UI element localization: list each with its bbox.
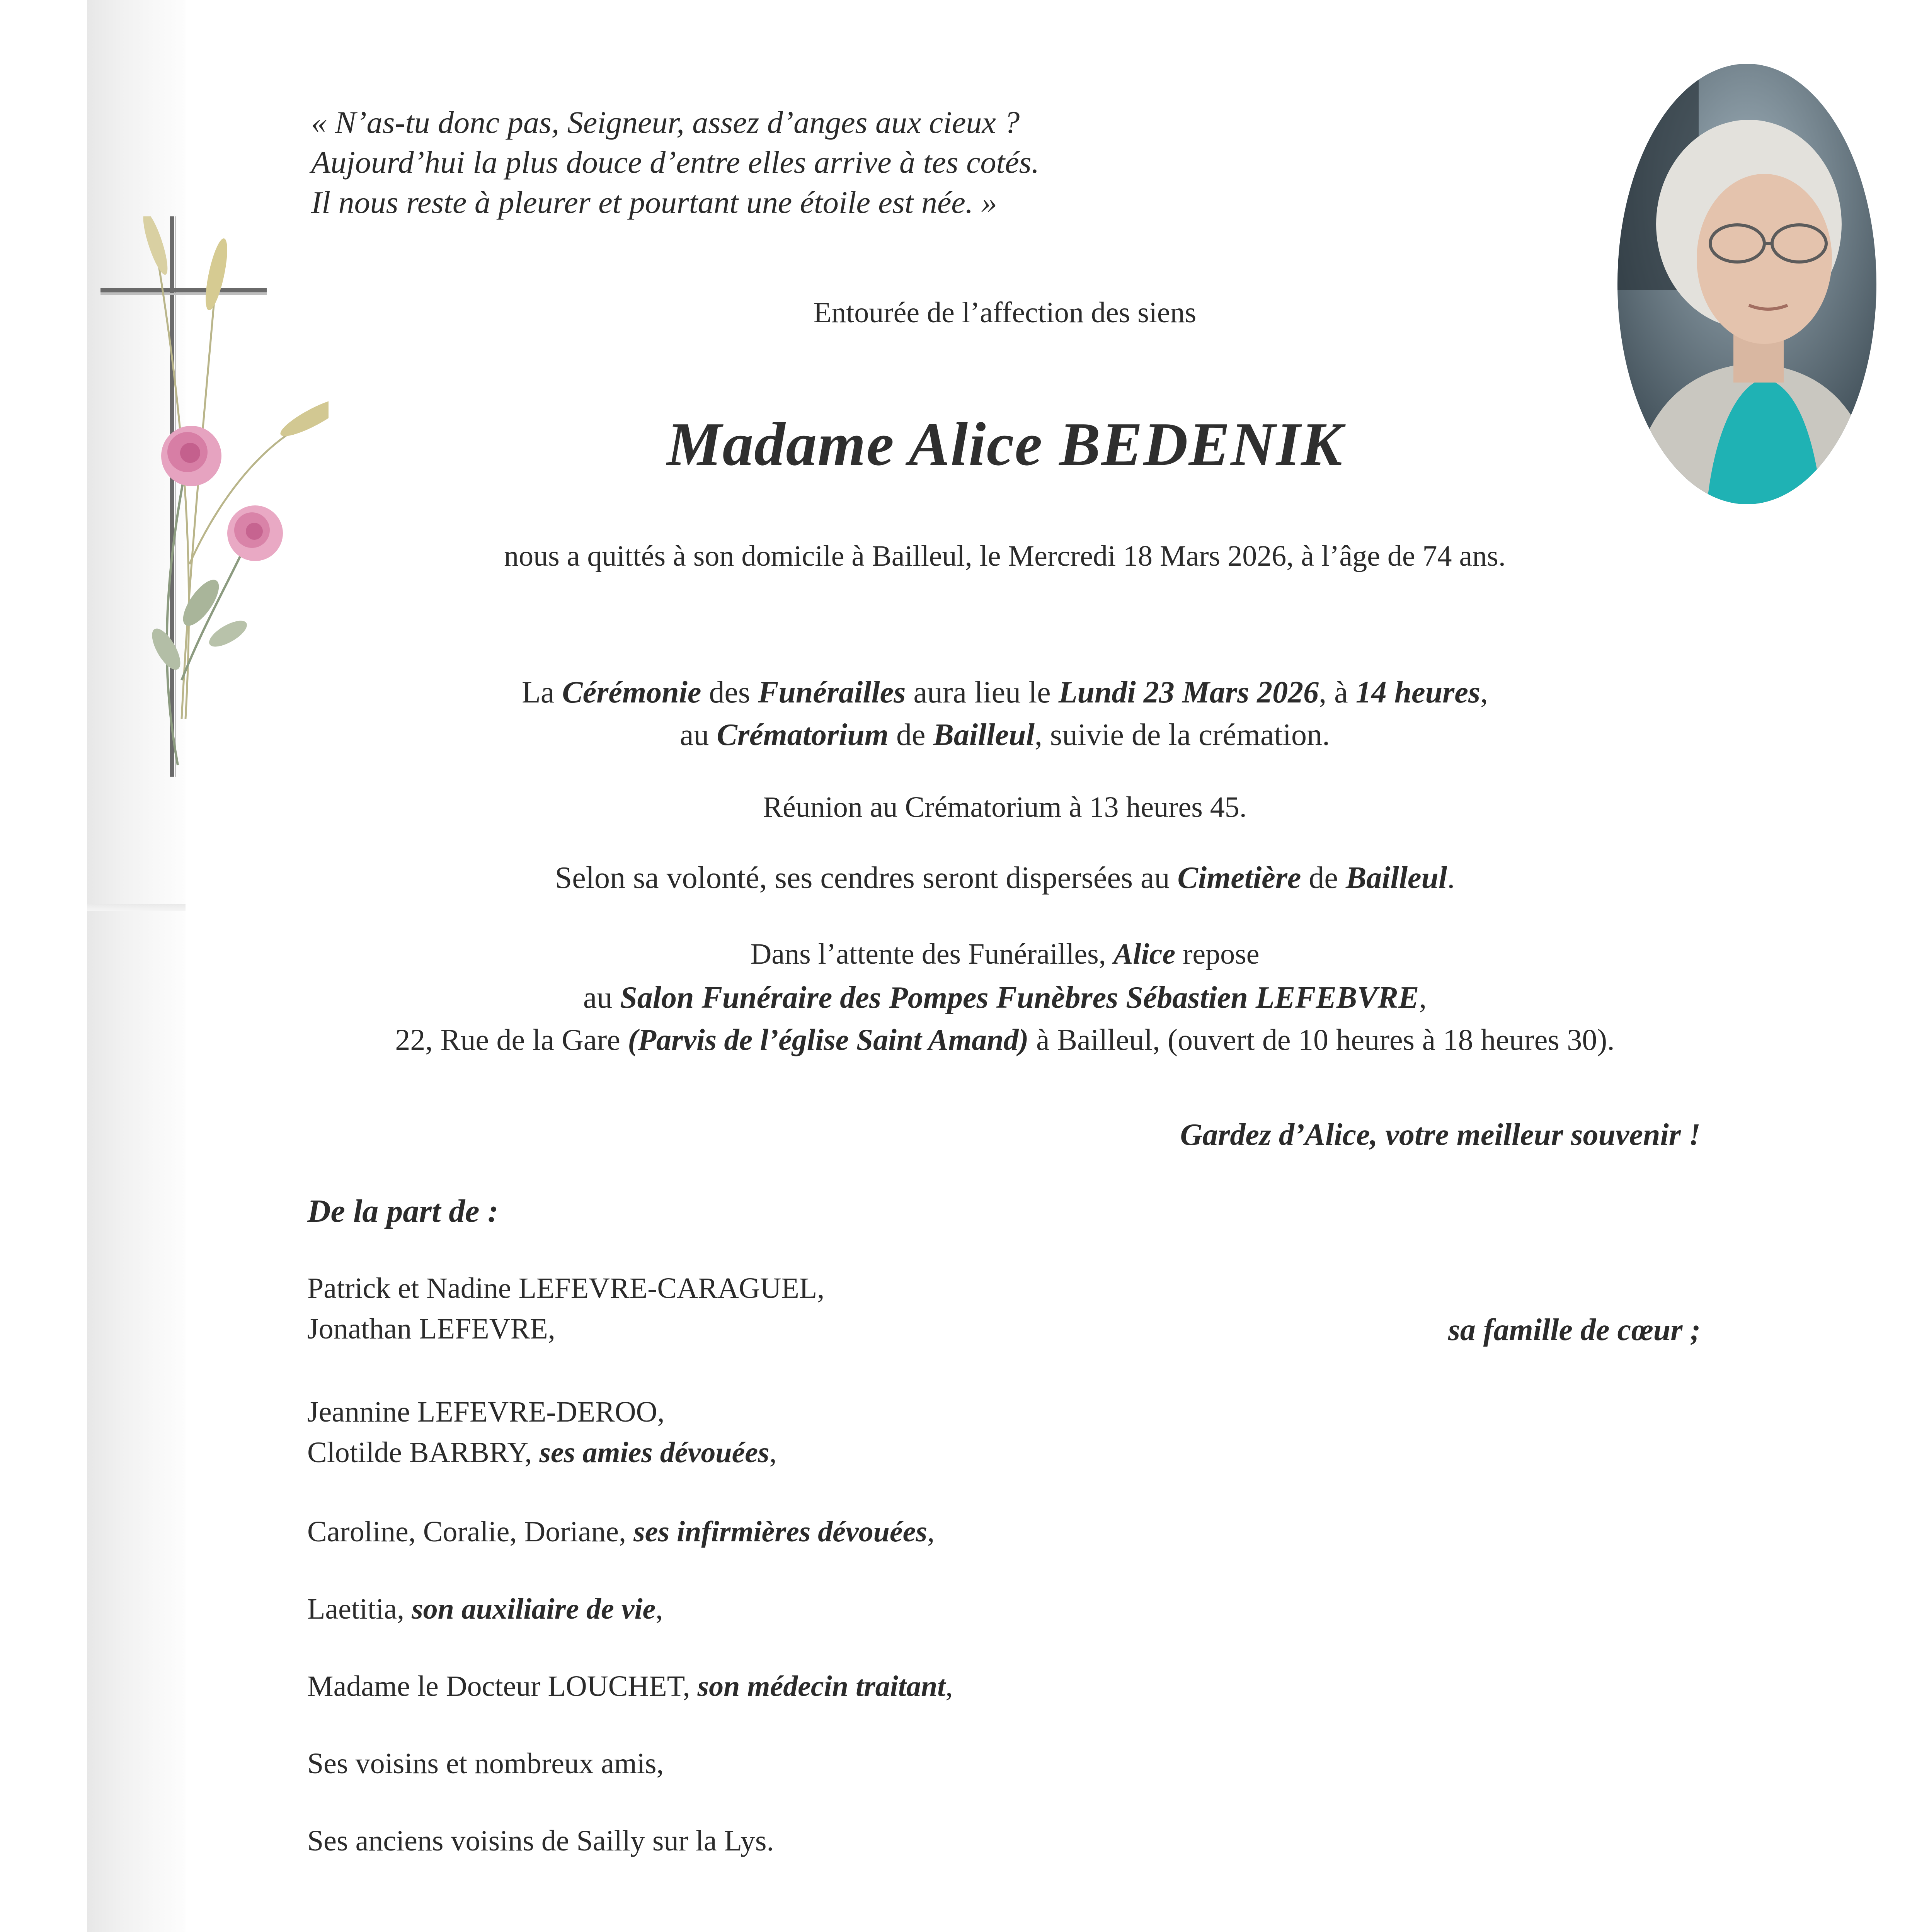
memory-line: Gardez d’Alice, votre meilleur souvenir ! <box>1180 1118 1701 1152</box>
emphasis: Bailleul <box>1345 861 1447 895</box>
family-line <box>307 1590 663 1628</box>
text: , <box>927 1515 935 1548</box>
family-relation: ses amies dévouées <box>539 1436 770 1469</box>
ceremony-time: 14 heures <box>1355 675 1480 709</box>
entouree-line: Entourée de l’affection des siens <box>813 296 1197 329</box>
text: , <box>1480 675 1488 709</box>
text: de <box>889 718 933 752</box>
emphasis: Cérémonie <box>562 675 701 709</box>
text: 22, Rue de la Gare <box>395 1023 628 1056</box>
text: , à <box>1319 675 1356 709</box>
emphasis: Alice <box>1113 938 1176 970</box>
text: Dans l’attente des Funérailles, <box>750 938 1113 970</box>
text: aura lieu le <box>906 675 1059 709</box>
ceremony-line-2 <box>271 715 1739 755</box>
family-line <box>307 1513 935 1551</box>
emphasis: Funérailles <box>758 675 906 709</box>
family-line <box>307 1667 953 1706</box>
emphasis: Cimetière <box>1177 861 1301 895</box>
ceremony-line-1 <box>271 672 1739 713</box>
emphasis: Salon Funéraire des Pompes Funèbres Sébastien LEFEBVRE <box>620 981 1419 1015</box>
family-line: Patrick et Nadine LEFEVRE-CARAGUEL, <box>307 1272 825 1304</box>
death-announcement: nous a quittés à son domicile à Bailleul, le Mercredi 18 Mars 2026, à l’âge de 74 ans. <box>504 540 1506 572</box>
text: , <box>769 1436 777 1469</box>
from-heading: De la part de : <box>307 1193 499 1229</box>
family-line: Jeannine LEFEVRE-DEROO, <box>307 1396 665 1428</box>
text: Madame le Docteur LOUCHET, <box>307 1670 698 1702</box>
text: des <box>701 675 758 709</box>
text: , suivie de la crémation. <box>1034 718 1330 752</box>
family-relation: son auxiliaire de vie <box>412 1593 656 1625</box>
family-line: Ses voisins et nombreux amis, <box>307 1747 664 1780</box>
ceremony-date: Lundi 23 Mars 2026 <box>1058 675 1319 709</box>
text: Clotilde BARBRY, <box>307 1436 540 1469</box>
deceased-name: Madame Alice BEDENIK <box>667 410 1343 478</box>
family-line: Jonathan LEFEVRE, <box>307 1313 555 1345</box>
family-line: Ses anciens voisins de Sailly sur la Lys. <box>307 1825 774 1857</box>
text: de <box>1301 861 1346 895</box>
text: au <box>583 981 620 1015</box>
quote-line: Il nous reste à pleurer et pourtant une étoile est née. » <box>311 184 997 220</box>
repose-line-2 <box>271 978 1739 1018</box>
text: Laetitia, <box>307 1593 412 1625</box>
portrait-photo-icon <box>1614 58 1880 510</box>
text: repose <box>1175 938 1260 970</box>
repose-line-1 <box>271 935 1739 973</box>
emphasis: (Parvis de l’église Saint Amand) <box>628 1023 1029 1056</box>
opening-quote <box>311 102 1039 222</box>
repose-line-3 <box>193 1020 1817 1059</box>
text: , <box>945 1670 953 1702</box>
family-line <box>307 1434 777 1472</box>
family-relation: sa famille de cœur ; <box>1448 1313 1701 1347</box>
text: Selon sa volonté, ses cendres seront dispersées au <box>555 861 1178 895</box>
quote-line: Aujourd’hui la plus douce d’entre elles arrive à tes cotés. <box>311 145 1040 180</box>
emphasis: Crématorium <box>717 718 889 752</box>
text: à Bailleul, (ouvert de 10 heures à 18 heures 30). <box>1028 1023 1615 1056</box>
reunion-line: Réunion au Crématorium à 13 heures 45. <box>763 791 1247 823</box>
family-relation: ses infirmières dévouées <box>633 1515 928 1548</box>
text: , <box>655 1593 663 1625</box>
ashes-line <box>271 858 1739 898</box>
text: , <box>1419 981 1427 1015</box>
family-relation: son médecin traitant <box>697 1670 946 1702</box>
emphasis: Bailleul <box>933 718 1035 752</box>
text: au <box>679 718 717 752</box>
text: La <box>522 675 562 709</box>
left-band-seam <box>87 904 186 911</box>
text: . <box>1447 861 1455 895</box>
text: Caroline, Coralie, Doriane, <box>307 1515 634 1548</box>
quote-line: « N’as-tu donc pas, Seigneur, assez d’anges aux cieux ? <box>311 105 1020 140</box>
